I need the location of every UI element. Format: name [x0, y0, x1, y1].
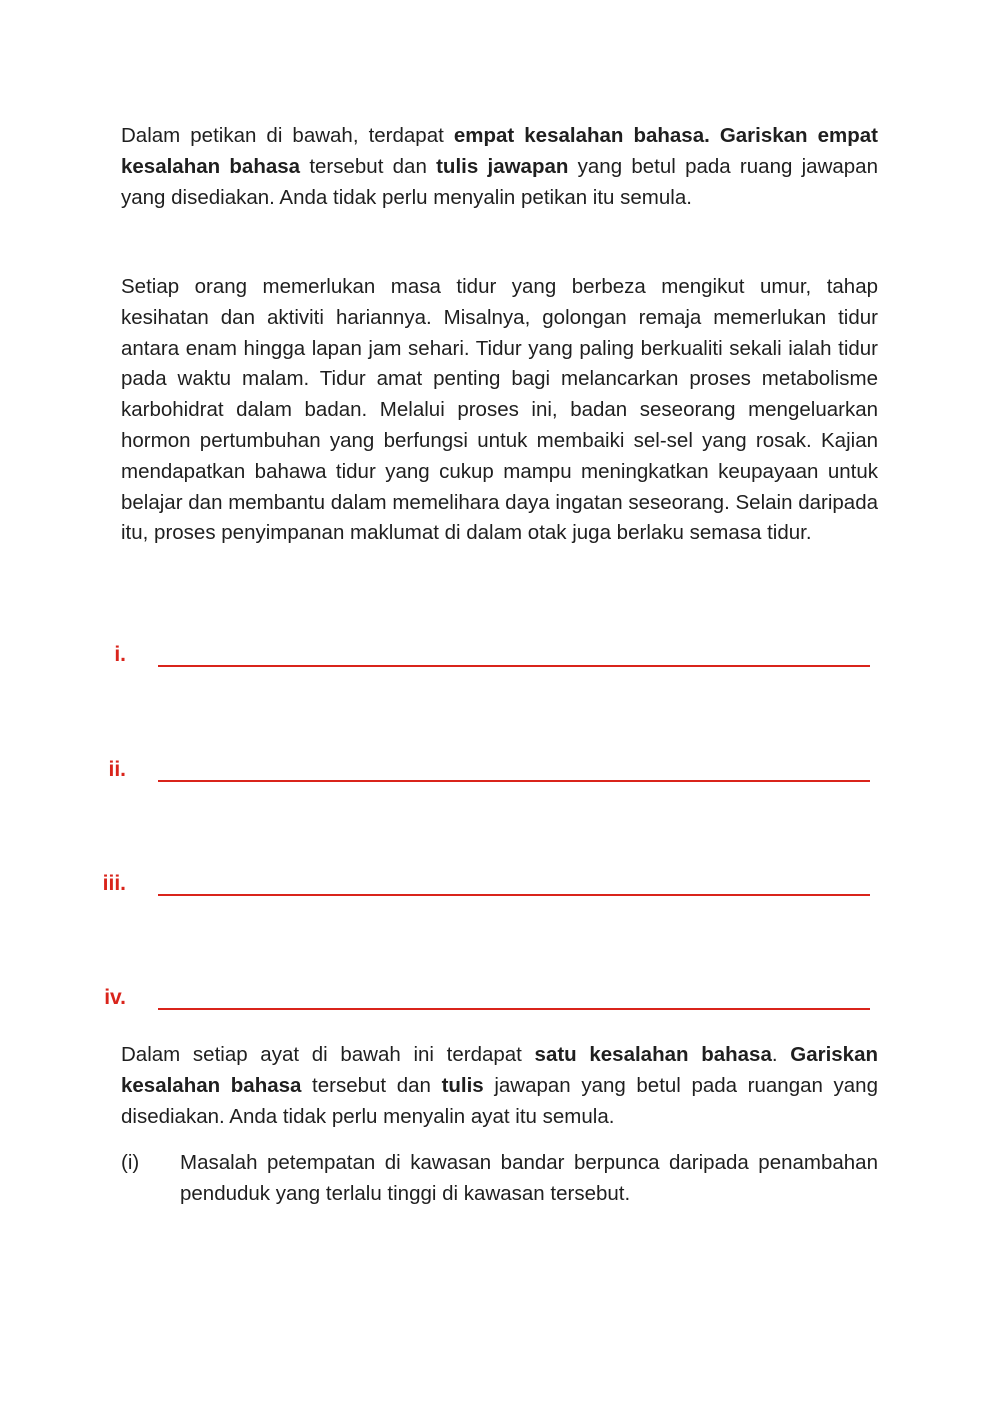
instruction-bold-text: tulis — [441, 1073, 484, 1097]
answer-line[interactable] — [158, 894, 870, 896]
instruction-bold-text: tulis jawapan — [436, 154, 569, 178]
answer-line[interactable] — [158, 1008, 870, 1010]
instruction-text: Dalam petikan di bawah, terdapat — [121, 124, 454, 147]
instruction-bold-text: empat kesalahan bahasa. Gariskan empat kesalahan bahasa — [121, 124, 879, 178]
answer-row-iii — [0, 869, 1000, 909]
answer-row-ii — [0, 755, 1000, 795]
answer-label: iv. — [104, 986, 126, 1009]
instruction-text: jawapan yang betul pada ruangan yang disediakan. Anda tidak perlu menyalin ayat itu semula. — [121, 1073, 878, 1128]
answer-label: ii. — [108, 758, 126, 781]
instruction-paragraph-2 — [121, 1040, 878, 1132]
answer-label: i. — [114, 643, 126, 666]
answer-label: iii. — [102, 872, 126, 895]
answer-row-iv — [0, 983, 1000, 1023]
instruction-paragraph-1 — [121, 121, 878, 213]
instruction-text: Dalam setiap ayat di bawah ini terdapat — [121, 1043, 535, 1066]
answer-line[interactable] — [158, 780, 870, 782]
answer-line[interactable] — [158, 665, 870, 667]
question-item — [121, 1148, 878, 1210]
instruction-text: yang betul pada ruang jawapan yang disediakan. Anda tidak perlu menyalin petikan itu semula. — [121, 154, 878, 209]
question-text: Masalah petempatan di kawasan bandar berpunca daripada penambahan penduduk yang terlalu tinggi di kawasan tersebut. — [180, 1151, 878, 1205]
answer-row-i — [0, 640, 1000, 680]
instruction-text: tersebut dan — [300, 154, 437, 178]
instruction-bold-text: satu kesalahan bahasa — [534, 1043, 772, 1066]
question-number: (i) — [121, 1151, 140, 1174]
instruction-text: . — [771, 1043, 791, 1066]
passage-paragraph: Setiap orang memerlukan masa tidur yang berbeza mengikut umur, tahap kesihatan dan aktiviti hariannya. Misalnya, golongan remaja memerlukan tidur antara enam hingga lapan jam sehari. Tidur yang paling berkualiti sekali ialah tidur pada waktu malam. Tidur amat penting bagi melancarkan proses metabolisme karbohidrat dalam badan. Melalui proses ini, badan seseorang mengeluarkan hormon pertumbuhan yang berfungsi untuk membaiki sel-sel yang rosak. Kajian mendapatkan bahawa tidur yang cukup mampu meningkatkan keupayaan untuk belajar dan membantu dalam memelihara daya ingatan seseorang. Selain daripada itu, proses penyimpanan maklumat di dalam otak juga berlaku semasa tidur. — [121, 275, 878, 545]
instruction-bold-text: Gariskan kesalahan bahasa — [121, 1043, 878, 1097]
instruction-text: tersebut dan — [301, 1073, 442, 1097]
